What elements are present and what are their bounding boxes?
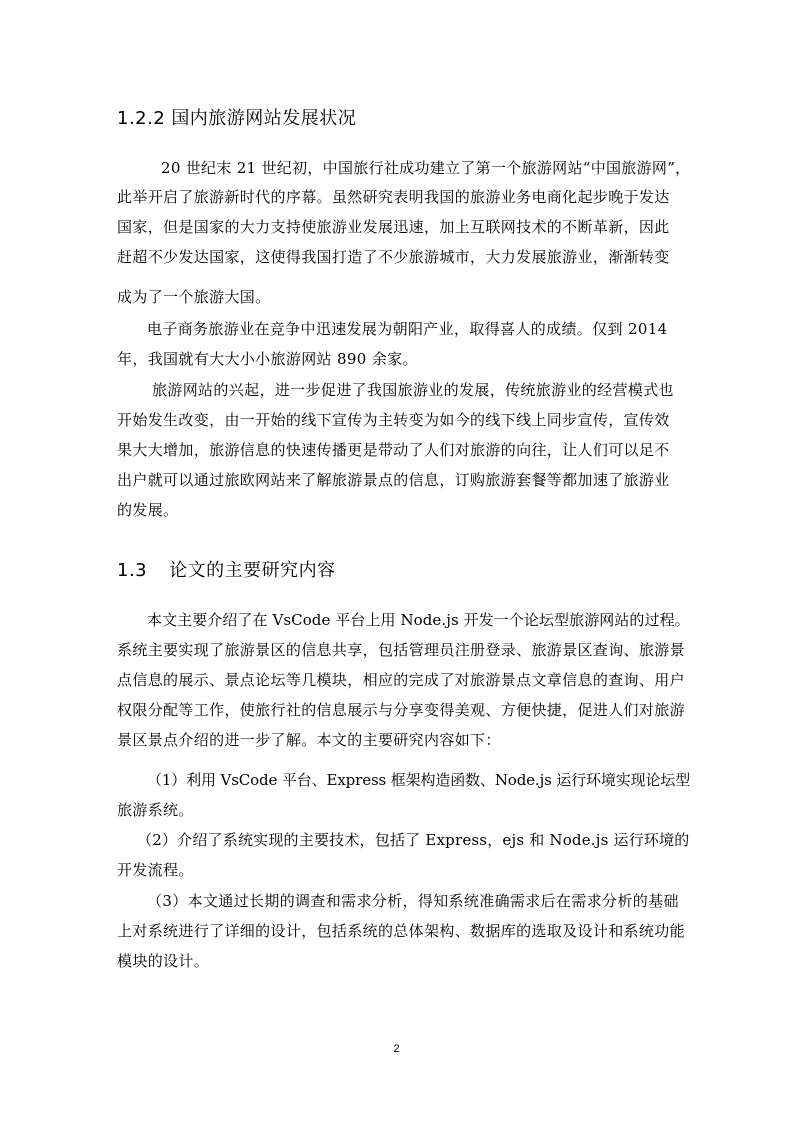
section-title: 国内旅游网站发展状况 [171,108,357,129]
paragraph-line: 成为了一个旅游大国。 [117,288,271,306]
paragraph-line: 景区景点介绍的进一步了解。本文的主要研究内容如下： [117,731,501,749]
paragraph-line: 此举开启了旅游新时代的序幕。虽然研究表明我国的旅游业务电商化起步晚于发达 [117,188,670,206]
list-item-line: 上对系统进行了详细的设计，包括系统的总体架构、数据库的选取及设计和系统功能 [117,922,685,940]
paragraph-line: 开始发生改变，由一开始的线下宣传为主转变为如今的线下线上同步宣传，宣传效 [117,411,670,429]
list-item-line: （3）本文通过长期的调查和需求分析，得知系统准确需求后在需求分析的基础 [147,892,679,910]
paragraph-line: 果大大增加，旅游信息的快速传播更是带动了人们对旅游的向往，让人们可以足不 [117,441,670,459]
section-heading-1-2-2 [117,104,356,130]
list-item-line: 开发流程。 [117,861,194,879]
section-number: 1.3 [117,560,148,581]
paragraph-line: 旅游网站的兴起，进一步促进了我国旅游业的发展，传统旅游业的经营模式也 [152,381,674,399]
paragraph-line: 赶超不少发达国家，这使得我国打造了不少旅游城市，大力发展旅游业，渐渐转变 [117,248,670,266]
paragraph-line: 的发展。 [117,501,179,519]
paragraph-line: 电子商务旅游业在竞争中迅速发展为朝阳产业，取得喜人的成绩。仅到 2014 [147,320,668,338]
paragraph-line: 权限分配等工作，使旅行社的信息展示与分享变得美观、方便快捷，促进人们对旅游 [117,701,685,719]
list-item-line: 模块的设计。 [117,952,210,970]
section-title: 论文的主要研究内容 [169,560,336,581]
paragraph-line: 年，我国就有大大小小旅游网站 890 余家。 [117,350,418,368]
paragraph-line: 出户就可以通过旅欧网站来了解旅游景点的信息，订购旅游套餐等都加速了旅游业 [117,471,670,489]
section-number: 1.2.2 [117,108,166,129]
paragraph-line: 国家，但是国家的大力支持使旅游业发展迅速，加上互联网技术的不断革新，因此 [117,218,670,236]
list-item-line: （1）利用 VsCode 平台、Express 框架构造函数、Node.js 运行环境实现论坛型 [147,771,691,789]
paragraph-line: 20 世纪末 21 世纪初，中国旅行社成功建立了第一个旅游网站“中国旅游网”， [161,159,691,177]
paragraph-line: 系统主要实现了旅游景区的信息共享，包括管理员注册登录、旅游景区查询、旅游景 [117,641,685,659]
section-heading-1-3 [117,556,336,582]
list-item-line: （2）介绍了系统实现的主要技术，包括了 Express，ejs 和 Node.js 运行环境的 [137,831,690,849]
paragraph-line: 点信息的展示、景点论坛等几模块，相应的完成了对旅游景点文章信息的查询、用户 [117,671,685,689]
list-item-line: 旅游系统。 [117,801,194,819]
paragraph-line: 本文主要介绍了在 VsCode 平台上用 Node.js 开发一个论坛型旅游网站的过程。 [147,611,690,629]
page-number: 2 [393,1043,400,1055]
